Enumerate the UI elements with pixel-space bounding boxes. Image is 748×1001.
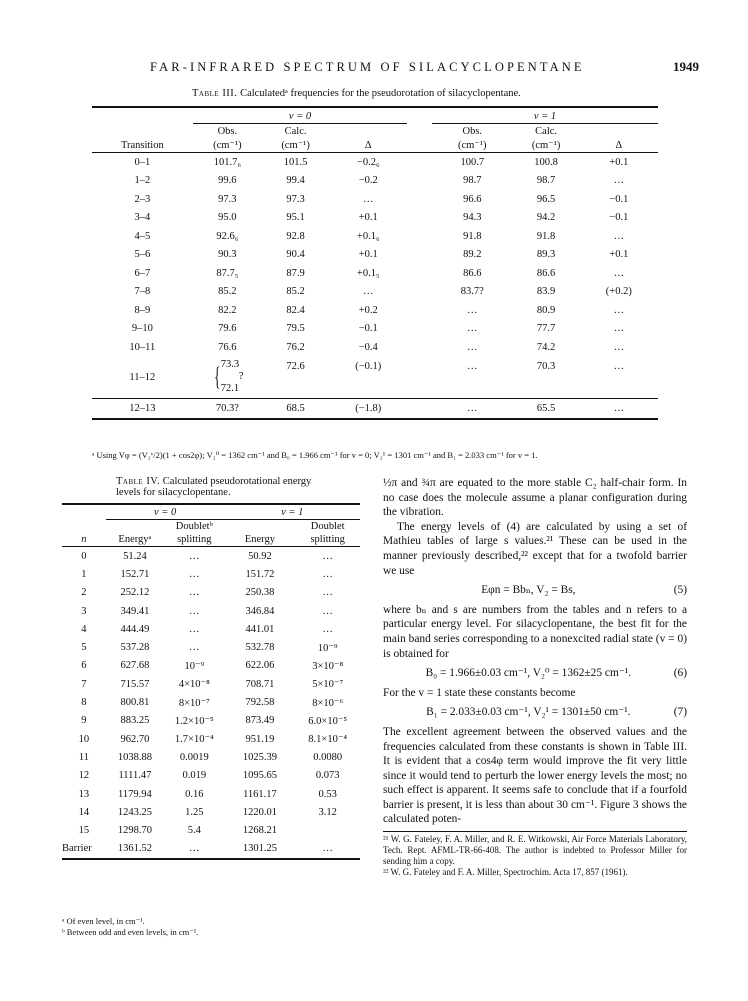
- obs-v0-cell: 90.3: [218, 249, 237, 261]
- splitting-v0-cell: 10⁻⁹: [184, 660, 205, 672]
- splitting-v1-cell: …: [322, 587, 333, 599]
- obs-v0-cell: 92.6₆: [216, 230, 239, 242]
- table4-caption-text: Calculated pseudorotational energy levels for silacyclopentane.: [116, 476, 312, 498]
- calc-v1-cell: 89.3: [536, 249, 556, 261]
- table-row: [62, 821, 360, 839]
- paragraph: where bₙ and s are numbers from the tables and n refers to a particular energy level. For silacyclopentane, the best fit for the main band series corresponding to a nonexcited radial state (v = 0) is obtained for: [383, 603, 687, 660]
- splitting-v1-cell: 0.0080: [313, 751, 343, 763]
- table-row: [92, 227, 658, 246]
- transition-cell: 10–11: [129, 341, 156, 353]
- delta-v1-cell: …: [613, 360, 625, 372]
- transition-cell: 11–12: [129, 371, 156, 383]
- obs-v1-cell: 98.7: [463, 175, 482, 187]
- splitting-v0-cell: 4×10⁻⁸: [178, 679, 210, 691]
- transition-cell: 7–8: [134, 286, 151, 298]
- table4-col-energy: Energy: [244, 534, 275, 545]
- table-row: [92, 172, 658, 191]
- calc-v1-cell: 86.6: [536, 267, 556, 279]
- table-row: [62, 840, 360, 859]
- n-cell: 11: [78, 751, 89, 763]
- table4-caption: [116, 476, 326, 498]
- obs-v1-cell: 96.6: [463, 193, 482, 205]
- delta-v1-cell: …: [613, 341, 625, 353]
- splitting-v0-cell: …: [189, 642, 200, 654]
- energy-v1-cell: 1301.25: [242, 843, 277, 855]
- splitting-v0-cell: …: [189, 605, 200, 617]
- table-row: [62, 785, 360, 803]
- reference-22: ²² W. G. Fateley and F. A. Miller, Spectrochim. Acta 17, 857 (1961).: [383, 867, 628, 878]
- delta-v0-cell: −0.4: [358, 341, 378, 353]
- obs-v1-cell: …: [467, 323, 478, 335]
- delta-v0-cell: −0.1: [358, 323, 378, 335]
- equation-7: [383, 705, 687, 720]
- calc-v1-cell: 65.5: [536, 402, 556, 414]
- table3-col-transition: Transition: [120, 139, 164, 151]
- table4-caption-label: Table IV.: [116, 476, 161, 487]
- energy-v1-cell: 50.92: [248, 550, 272, 562]
- calc-v0-cell: 79.5: [286, 323, 305, 335]
- splitting-v1-cell: [295, 821, 360, 839]
- delta-v0-cell: −0.2₆: [356, 156, 380, 168]
- table4-col-splitting-v1: splitting: [310, 534, 345, 545]
- table4-col-splitting-v0: splitting: [177, 534, 212, 545]
- energy-v0-cell: 152.71: [120, 568, 150, 580]
- paragraph: The energy levels of (4) are calculated by using a set of Mathieu tables of large s values.²¹ These can be used in the manner previously described,²² except that for a twofold barrier we use: [383, 520, 687, 577]
- equation-text: B₁ = 2.033±0.03 cm⁻¹, V₂¹ = 1301±50 cm⁻¹.: [426, 706, 631, 719]
- table4-group-v0: v = 0: [106, 506, 225, 520]
- energy-v0-cell: 51.24: [123, 550, 147, 562]
- calc-v0-cell: 92.8: [286, 230, 305, 242]
- running-title: FAR-INFRARED SPECTRUM OF SILACYCLOPENTANE: [150, 60, 585, 74]
- delta-v0-cell: …: [363, 193, 374, 205]
- calc-v1-cell: 70.3: [536, 360, 556, 372]
- calc-v0-cell: 95.1: [286, 212, 305, 224]
- obs-v1-cell: …: [467, 402, 478, 414]
- table4-note-a: ᵃ Of even level, in cm⁻¹.: [62, 916, 145, 926]
- table-row: [92, 338, 658, 357]
- obs-v1-cell: …: [467, 360, 478, 372]
- delta-v0-cell: +0.1₅: [356, 267, 380, 279]
- delta-v0-cell: (−0.1): [355, 360, 382, 372]
- splitting-v0-cell: …: [189, 587, 200, 599]
- obs-q: ?: [238, 371, 244, 383]
- splitting-v0-cell: 5.4: [187, 825, 201, 837]
- transition-cell: 1–2: [134, 175, 151, 187]
- energy-v0-cell: 1361.52: [117, 843, 152, 855]
- transition-cell: 12–13: [129, 402, 156, 414]
- table4: [62, 503, 360, 861]
- n-cell: 1: [81, 568, 87, 580]
- delta-v0-cell: …: [363, 286, 374, 298]
- energy-v0-cell: 1298.70: [117, 825, 152, 837]
- energy-v1-cell: 792.58: [245, 697, 275, 709]
- n-cell: 10: [78, 733, 90, 745]
- splitting-v1-cell: 6.0×10⁻⁵: [308, 715, 348, 727]
- transition-cell: 4–5: [134, 230, 151, 242]
- n-cell: 9: [81, 715, 87, 727]
- delta-v0-cell: −0.2: [358, 175, 378, 187]
- energy-v0-cell: 1179.94: [118, 788, 152, 800]
- energy-v0-cell: 444.49: [120, 623, 150, 635]
- calc-v0-cell: 82.4: [286, 304, 305, 316]
- transition-cell: 8–9: [134, 304, 151, 316]
- n-cell: 6: [81, 660, 87, 672]
- energy-v1-cell: 441.01: [245, 623, 275, 635]
- paragraph: The excellent agreement between the observed values and the frequencies calculated from these constants is shown in Table III. It is evident that a cos4φ term would improve the fit very little since it would tend to perturb the lower energy levels the most; no such effect is apparent. It seems safe to conclude that if a fourfold barrier is present, it is less than about 30 cm⁻¹. Figure 3 shows the calculated poten-: [383, 725, 687, 826]
- n-cell: 13: [78, 788, 90, 800]
- splitting-v1-cell: 3.12: [318, 806, 337, 818]
- obs-v1-cell: 86.6: [463, 267, 482, 279]
- obs-v1-cell: …: [467, 304, 478, 316]
- energy-v0-cell: 1111.47: [118, 770, 152, 782]
- energy-v0-cell: 1038.88: [117, 751, 152, 763]
- splitting-v1-cell: …: [322, 605, 333, 617]
- n-cell: 2: [81, 587, 87, 599]
- table3-caption: [192, 88, 521, 99]
- energy-v1-cell: 1095.65: [242, 770, 277, 782]
- transition-cell: 2–3: [134, 193, 151, 205]
- obs-b: 72.1: [220, 383, 240, 395]
- energy-v1-cell: 250.38: [245, 587, 275, 599]
- splitting-v0-cell: 0.0019: [179, 751, 209, 763]
- delta-v0-cell: (−1.8): [355, 402, 382, 414]
- calc-v1-cell: 100.8: [534, 156, 558, 168]
- splitting-v1-cell: 8×10⁻⁶: [312, 697, 344, 709]
- table3-caption-label: Table III.: [192, 88, 238, 99]
- table3-col-calc-v1: Calc.: [535, 125, 558, 137]
- delta-v0-cell: +0.2: [358, 304, 378, 316]
- splitting-v0-cell: …: [189, 843, 200, 855]
- table3-col-obs-v1: Obs.: [462, 125, 483, 137]
- calc-v1-cell: 83.9: [536, 286, 556, 298]
- n-cell: 12: [78, 770, 90, 782]
- energy-v1-cell: 1161.17: [243, 788, 277, 800]
- table3: [92, 106, 658, 421]
- calc-v0-cell: 68.5: [286, 402, 305, 414]
- table-row: [92, 264, 658, 283]
- energy-v1-cell: 1025.39: [242, 751, 277, 763]
- energy-v1-cell: 951.19: [245, 733, 275, 745]
- equation-number: (6): [673, 667, 687, 680]
- energy-v0-cell: 883.25: [120, 715, 150, 727]
- table4-group-v1: v = 1: [225, 506, 360, 520]
- energy-v0-cell: 349.41: [120, 605, 150, 617]
- body-text-column: [383, 476, 687, 878]
- splitting-v1-cell: …: [322, 550, 333, 562]
- table-row: [62, 584, 360, 602]
- brace-icon: {: [214, 362, 221, 392]
- energy-v1-cell: 346.84: [245, 605, 275, 617]
- n-cell: Barrier: [62, 843, 92, 855]
- obs-v0-cell: 101.7₆: [213, 156, 241, 168]
- obs-v1-cell: 100.7: [460, 156, 485, 168]
- delta-v1-cell: +0.1: [609, 249, 629, 261]
- energy-v1-cell: 1220.01: [242, 806, 277, 818]
- obs-v0-cell: 85.2: [218, 286, 237, 298]
- energy-v1-cell: 532.78: [245, 642, 275, 654]
- splitting-v1-cell: 8.1×10⁻⁴: [308, 734, 348, 746]
- table-row: [62, 730, 360, 748]
- energy-v0-cell: 252.12: [120, 587, 150, 599]
- table-row: [62, 675, 360, 693]
- table3-group-v1: v = 1: [432, 109, 658, 124]
- calc-v0-cell: 87.9: [286, 267, 305, 279]
- n-cell: 8: [81, 697, 87, 709]
- n-cell: 14: [78, 806, 90, 818]
- table3-col-delta-v1: Δ: [615, 139, 623, 151]
- obs-v1-cell: 94.3: [463, 212, 482, 224]
- equation-text: B₀ = 1.966±0.03 cm⁻¹, V₂⁰ = 1362±25 cm⁻¹.: [425, 667, 632, 680]
- table-row: [92, 209, 658, 228]
- table-row: [62, 767, 360, 785]
- table4-col-energy-a: Energyᵃ: [118, 534, 152, 545]
- equation-5: [383, 583, 687, 598]
- splitting-v0-cell: …: [189, 568, 200, 580]
- calc-v1-cell: 77.7: [536, 323, 556, 335]
- equation-number: (5): [673, 584, 687, 597]
- delta-v1-cell: …: [613, 304, 625, 316]
- splitting-v1-cell: …: [322, 568, 333, 580]
- obs-v1-cell: 91.8: [463, 230, 482, 242]
- n-cell: 5: [81, 642, 87, 654]
- splitting-v0-cell: 0.019: [182, 770, 207, 782]
- splitting-v1-cell: 0.53: [318, 788, 337, 800]
- table3-caption-text: Calculatedᵃ frequencies for the pseudorotation of silacyclopentane.: [240, 88, 521, 99]
- obs-v0-cell: 99.6: [218, 175, 237, 187]
- table-row: [62, 547, 360, 566]
- table-row: [62, 565, 360, 583]
- calc-v0-cell: 99.4: [286, 175, 305, 187]
- table4-col-doublet-b: Doubletᵇ: [175, 521, 213, 532]
- calc-v0-cell: 97.3: [286, 193, 305, 205]
- page-number: 1949: [673, 59, 699, 74]
- table-row: [92, 283, 658, 302]
- table-row: [62, 803, 360, 821]
- delta-v0-cell: +0.1₆: [356, 230, 380, 242]
- table-row: [92, 246, 658, 265]
- transition-cell: 5–6: [134, 249, 151, 261]
- splitting-v0-cell: 1.7×10⁻⁴: [174, 734, 214, 746]
- energy-v1-cell: 622.06: [245, 660, 275, 672]
- table4-col-n: n: [81, 534, 87, 545]
- table-row: [62, 638, 360, 656]
- table-row: [92, 320, 658, 339]
- calc-v0-cell: 101.5: [283, 156, 308, 168]
- equation-text: Eφn = Bbₙ, V₂ = Bs,: [481, 584, 576, 597]
- calc-v1-cell: 96.5: [536, 193, 556, 205]
- table3-body: [92, 153, 658, 357]
- table-row: [92, 190, 658, 209]
- splitting-v0-cell: 8×10⁻⁷: [178, 697, 210, 709]
- calc-v0-cell: 76.2: [286, 341, 305, 353]
- table-row: [62, 620, 360, 638]
- equation-number: (7): [673, 706, 687, 719]
- table3-col-unit-calc-v0: (cm⁻¹): [281, 140, 310, 151]
- calc-v1-cell: 74.2: [536, 341, 556, 353]
- delta-v1-cell: …: [613, 267, 625, 279]
- calc-v0-cell: 90.4: [286, 249, 305, 261]
- table3-col-calc-v0: Calc.: [284, 125, 307, 137]
- table3-group-v0: v = 0: [193, 109, 408, 124]
- n-cell: 4: [81, 623, 87, 635]
- calc-v1-cell: 80.9: [536, 304, 556, 316]
- n-cell: 15: [78, 825, 90, 837]
- table-row: [92, 153, 658, 172]
- table-row: [62, 657, 360, 675]
- equation-6: [383, 666, 687, 681]
- calc-v1-cell: 94.2: [536, 212, 556, 224]
- delta-v1-cell: −0.1: [609, 212, 629, 224]
- table4-col-doublet: Doublet: [310, 521, 345, 532]
- calc-v0-cell: 85.2: [286, 286, 305, 298]
- transition-cell: 9–10: [131, 323, 153, 335]
- obs-v1-cell: …: [467, 341, 478, 353]
- n-cell: 7: [81, 678, 87, 690]
- delta-v1-cell: …: [613, 230, 625, 242]
- energy-v0-cell: 800.81: [120, 697, 150, 709]
- obs-v0-cell: 82.2: [218, 304, 237, 316]
- obs-v0-cell: 70.3?: [215, 402, 239, 414]
- delta-v1-cell: −0.1: [609, 193, 629, 205]
- splitting-v1-cell: …: [322, 623, 333, 635]
- table4-note-b: ᵇ Between odd and even levels, in cm⁻¹.: [62, 927, 199, 937]
- table4-body: [62, 547, 360, 860]
- obs-v0-cell: 87.7₅: [216, 267, 239, 279]
- table-row: [92, 399, 658, 419]
- delta-v1-cell: …: [613, 175, 625, 187]
- delta-v1-cell: +0.1: [609, 156, 629, 168]
- delta-v1-cell: …: [613, 402, 625, 414]
- splitting-v1-cell: 0.073: [315, 770, 340, 782]
- table3-col-unit-obs-v1: (cm⁻¹): [458, 140, 487, 151]
- splitting-v0-cell: …: [189, 550, 200, 562]
- splitting-v1-cell: 3×10⁻⁸: [312, 660, 344, 672]
- table4-notes: [62, 916, 198, 938]
- table-row: [62, 712, 360, 730]
- obs-v0-cell: [193, 357, 262, 399]
- transition-cell: 0–1: [134, 156, 151, 168]
- paragraph: For the v = 1 state these constants become: [383, 686, 576, 699]
- table3-col-unit-obs-v0: (cm⁻¹): [213, 140, 242, 151]
- obs-v1-cell: 83.7?: [460, 286, 484, 298]
- energy-v1-cell: 873.49: [245, 715, 275, 727]
- splitting-v0-cell: …: [189, 623, 200, 635]
- energy-v0-cell: 627.68: [120, 660, 150, 672]
- calc-v1-cell: 91.8: [536, 230, 556, 242]
- obs-v0-cell: 76.6: [218, 341, 237, 353]
- delta-v1-cell: (+0.2): [605, 286, 632, 298]
- table-row: [62, 748, 360, 766]
- energy-v1-cell: 708.71: [245, 678, 275, 690]
- n-cell: 3: [81, 605, 87, 617]
- calc-v1-cell: 98.7: [536, 175, 556, 187]
- delta-v0-cell: +0.1: [358, 249, 378, 261]
- obs-v0-cell: 97.3: [218, 193, 237, 205]
- delta-v1-cell: …: [613, 323, 625, 335]
- table3-footnote: ᵃ Using Vφ = (V₂ᵛ/2)(1 + cos2φ); V₂⁰ = 1362 cm⁻¹ and B₀ = 1.966 cm⁻¹ for v = 0; V₂¹ = 1301 cm⁻¹ and B₁ = 2.033 cm⁻¹ for v = 1.: [92, 450, 538, 460]
- splitting-v1-cell: 5×10⁻⁷: [312, 679, 344, 691]
- energy-v0-cell: 1243.25: [117, 806, 152, 818]
- obs-v1-cell: 89.2: [463, 249, 482, 261]
- table-row: [92, 301, 658, 320]
- table3-col-unit-calc-v1: (cm⁻¹): [531, 140, 561, 151]
- energy-v1-cell: 1268.21: [242, 825, 277, 837]
- energy-v1-cell: 151.72: [245, 568, 275, 580]
- splitting-v1-cell: …: [322, 843, 333, 855]
- paragraph: ½π and ¾π are equated to the more stable C₂ half-chair form. In no case does the molecule assume a planar configuration during the vibration.: [383, 477, 687, 519]
- energy-v0-cell: 962.70: [120, 733, 150, 745]
- splitting-v0-cell: 0.16: [185, 788, 204, 800]
- n-cell: 0: [81, 550, 87, 562]
- splitting-v0-cell: 1.2×10⁻⁵: [174, 715, 214, 727]
- energy-v0-cell: 537.28: [120, 642, 150, 654]
- table-row: [62, 693, 360, 711]
- transition-cell: 3–4: [134, 212, 151, 224]
- table3-col-obs-v0: Obs.: [217, 125, 238, 137]
- splitting-v1-cell: 10⁻⁹: [317, 642, 338, 654]
- obs-v0-cell: 95.0: [218, 212, 237, 224]
- energy-v0-cell: 715.57: [120, 678, 150, 690]
- transition-cell: 6–7: [134, 267, 151, 279]
- obs-a: 73.3: [220, 359, 240, 371]
- delta-v0-cell: +0.1: [358, 212, 378, 224]
- obs-v0-cell: 79.6: [218, 323, 237, 335]
- table3-col-delta-v0: Δ: [364, 139, 372, 151]
- calc-v0-cell: 72.6: [286, 360, 305, 372]
- table-row: [62, 602, 360, 620]
- reference-21: ²¹ W. G. Fateley, F. A. Miller, and R. E. Witkowski, Air Force Materials Laboratory, Tech. Rept. AFML-TR-66-408. The author is indebted to Professor Miller for sending him a copy.: [383, 831, 687, 867]
- table-row: [92, 357, 658, 399]
- splitting-v0-cell: 1.25: [185, 806, 204, 818]
